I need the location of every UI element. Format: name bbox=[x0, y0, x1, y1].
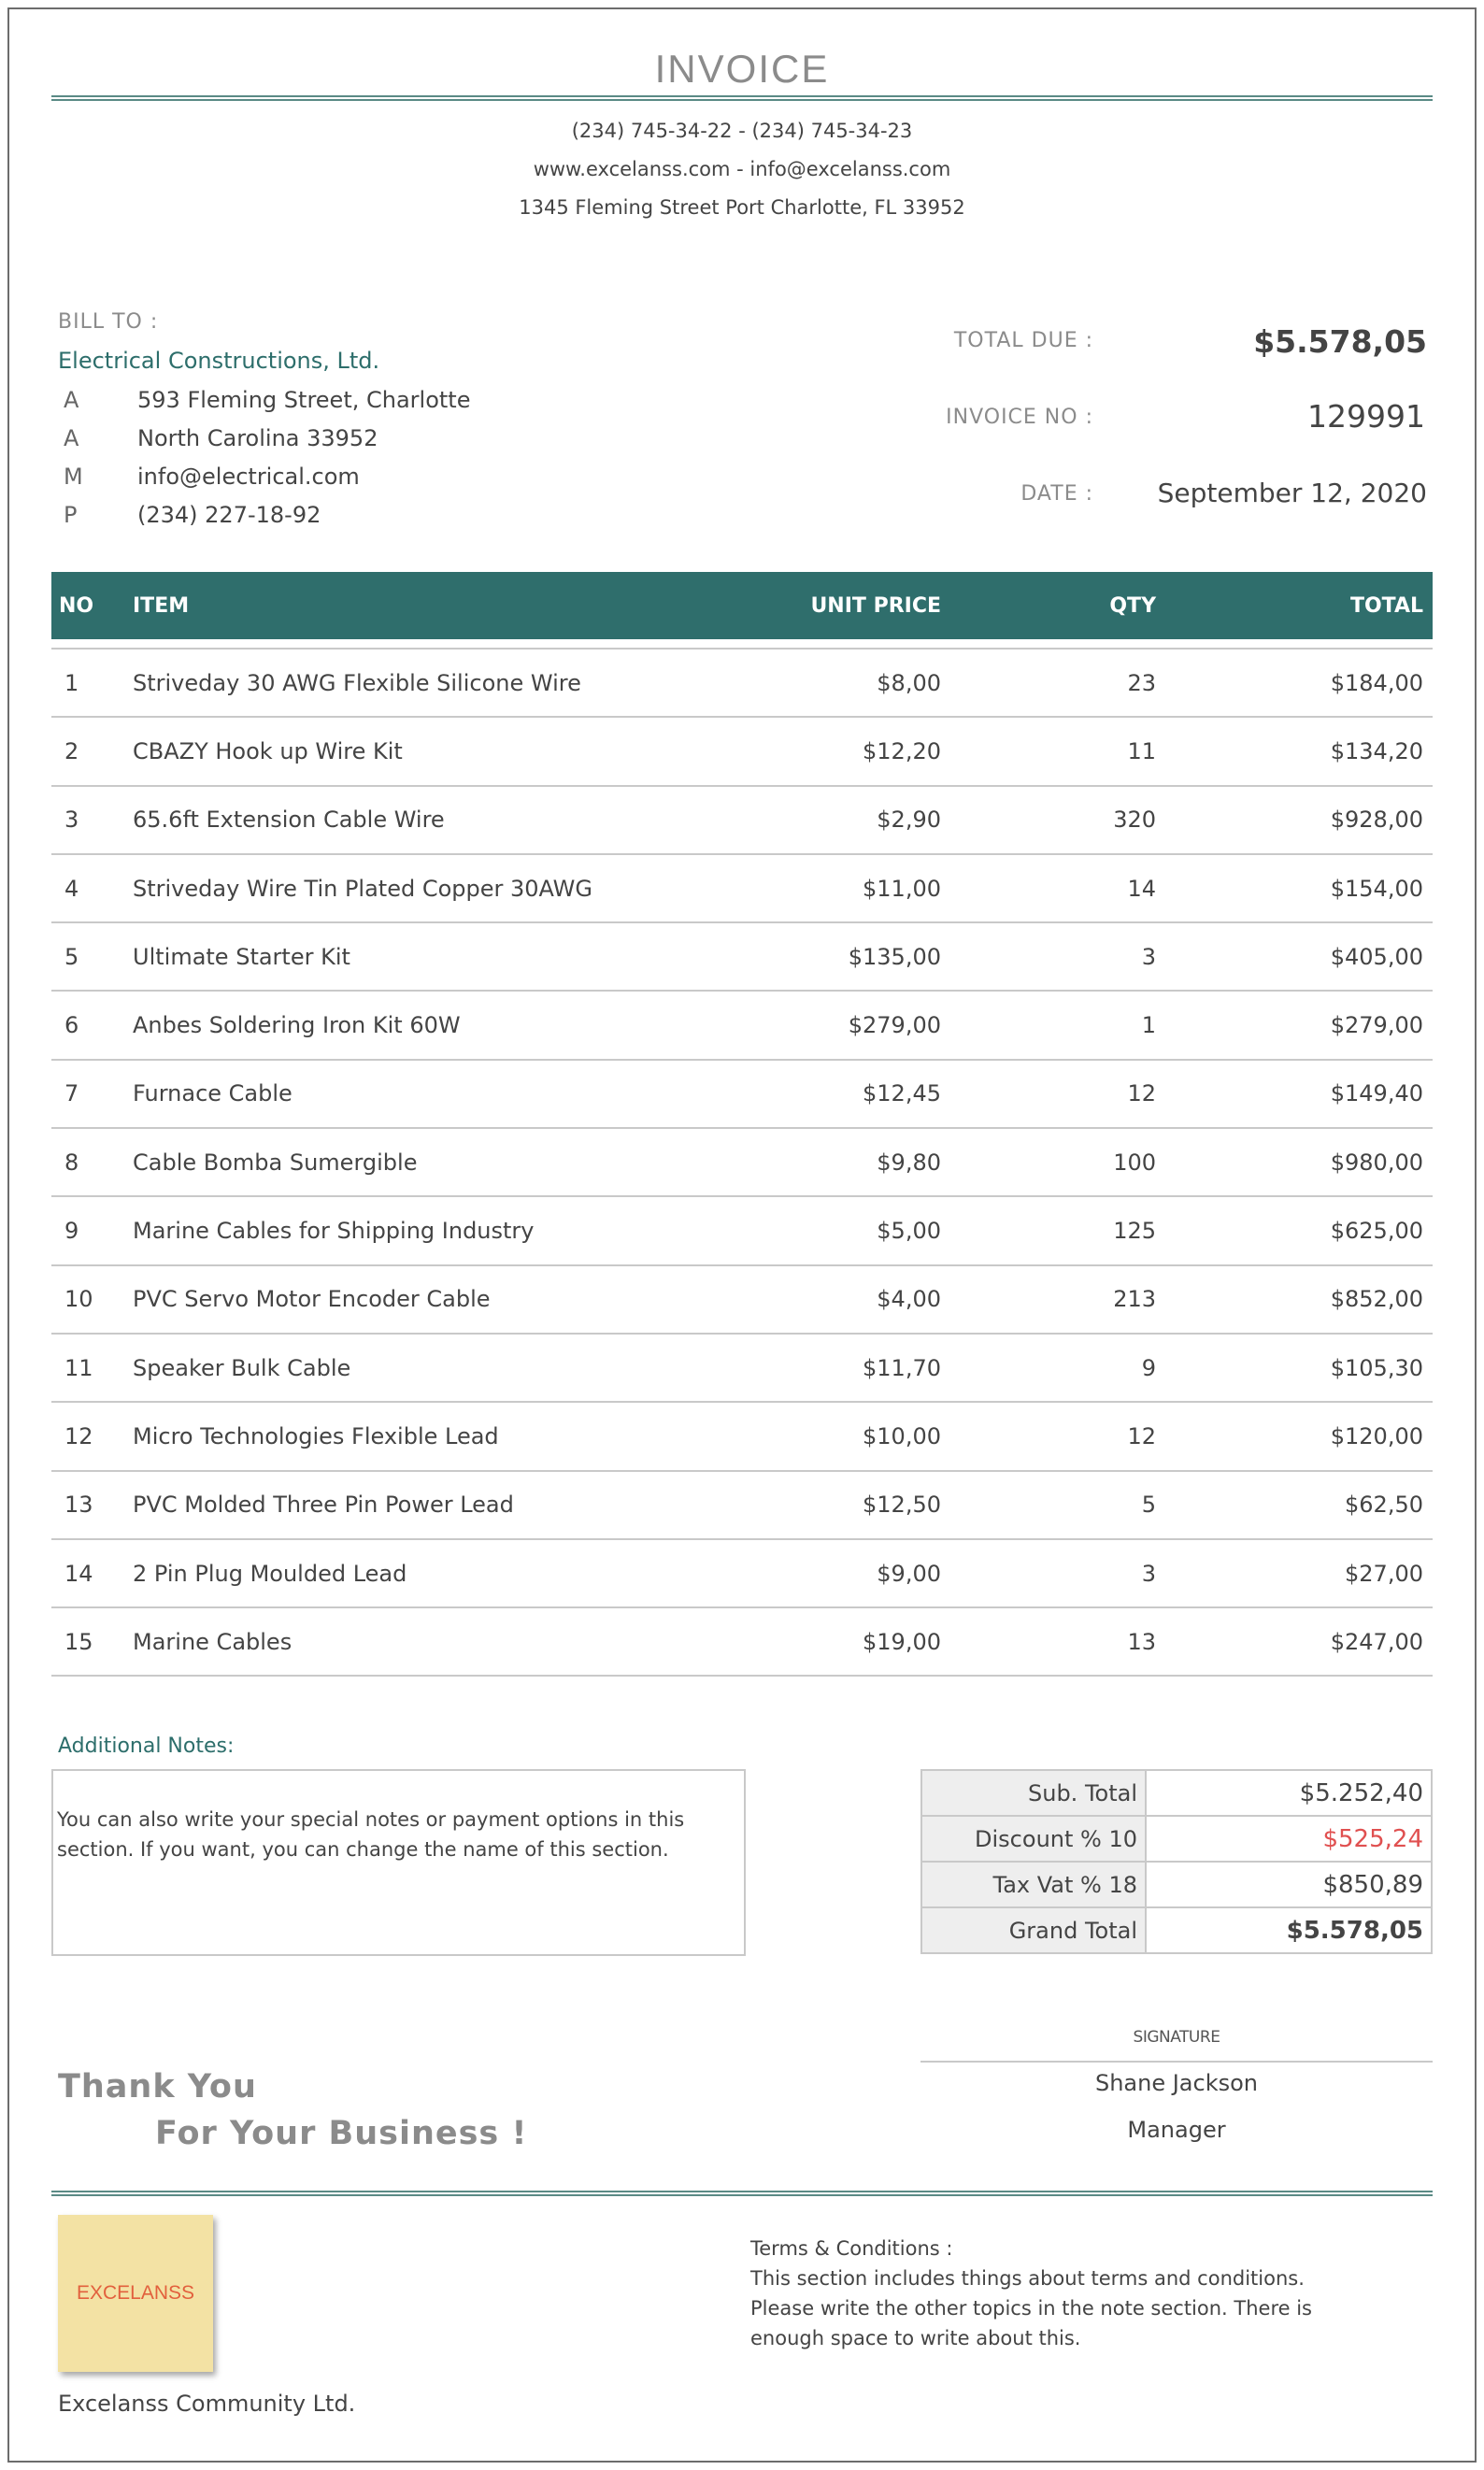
bill-to-row: A North Carolina 33952 bbox=[64, 425, 378, 451]
footer-divider bbox=[51, 2191, 1433, 2196]
notes-box: You can also write your special notes or payment options in this section. If you want, you can change the name of this section. bbox=[51, 1769, 746, 1956]
header-no: NO bbox=[59, 593, 94, 618]
table-header-row bbox=[51, 572, 1433, 639]
table-row: 11 Speaker Bulk Cable $11,70 9 $105,30 bbox=[51, 1334, 1433, 1402]
total-due-value: $5.578,05 bbox=[1253, 323, 1427, 360]
terms-line: enough space to write about this. bbox=[750, 2327, 1081, 2349]
items-table bbox=[51, 572, 1433, 1677]
header-total: TOTAL bbox=[1349, 593, 1423, 618]
summary-table bbox=[920, 1769, 1433, 1954]
table-row: 1 Striveday 30 AWG Flexible Silicone Wire $8,00 23 $184,00 bbox=[51, 649, 1433, 717]
date-value: September 12, 2020 bbox=[1157, 478, 1427, 508]
invoice-title: INVOICE bbox=[654, 47, 830, 91]
table-row: 7 Furnace Cable $12,45 12 $149,40 bbox=[51, 1060, 1433, 1128]
date-label: DATE : bbox=[1020, 482, 1093, 506]
header-unit-price: UNIT PRICE bbox=[810, 593, 941, 618]
table-row: 2 CBAZY Hook up Wire Kit $12,20 11 $134,20 bbox=[51, 717, 1433, 785]
table-row: 3 65.6ft Extension Cable Wire $2,90 320 $928,00 bbox=[51, 786, 1433, 854]
table-spacer bbox=[51, 639, 1433, 649]
table-row: 5 Ultimate Starter Kit $135,00 3 $405,00 bbox=[51, 922, 1433, 991]
bill-to-name: Electrical Constructions, Ltd. bbox=[58, 348, 380, 374]
signature-line bbox=[920, 2061, 1433, 2063]
company-address: 1345 Fleming Street Port Charlotte, FL 33952 bbox=[519, 196, 965, 219]
thank-you-line-1: Thank You bbox=[58, 2068, 257, 2106]
table-row: 6 Anbes Soldering Iron Kit 60W $279,00 1 $279,00 bbox=[51, 991, 1433, 1059]
table-row: 10 PVC Servo Motor Encoder Cable $4,00 213 $852,00 bbox=[51, 1265, 1433, 1334]
summary-row-subtotal: Sub. Total $5.252,40 bbox=[921, 1770, 1432, 1816]
table-row: 13 PVC Molded Three Pin Power Lead $12,50 5 $62,50 bbox=[51, 1471, 1433, 1539]
bill-to-row: M info@electrical.com bbox=[64, 464, 360, 490]
company-web-email: www.excelanss.com - info@excelanss.com bbox=[533, 158, 951, 180]
summary-row-discount: Discount % 10 $525,24 bbox=[921, 1816, 1432, 1862]
terms-line: Please write the other topics in the note section. There is bbox=[750, 2297, 1312, 2320]
header-qty: QTY bbox=[1109, 593, 1156, 618]
summary-row-grand-total: Grand Total $5.578,05 bbox=[921, 1907, 1432, 1953]
bill-to-row: A 593 Fleming Street, Charlotte bbox=[64, 387, 471, 413]
bill-to-label: BILL TO : bbox=[58, 310, 159, 334]
company-phones: (234) 745-34-22 - (234) 745-34-23 bbox=[571, 120, 913, 142]
company-logo: EXCELANSS bbox=[58, 2215, 213, 2372]
terms-line: This section includes things about terms and conditions. bbox=[750, 2267, 1305, 2290]
signature-name: Shane Jackson bbox=[1094, 2070, 1259, 2096]
invoice-no-value: 129991 bbox=[1307, 398, 1425, 435]
table-row: 12 Micro Technologies Flexible Lead $10,00 12 $120,00 bbox=[51, 1402, 1433, 1470]
footer-company-name: Excelanss Community Ltd. bbox=[58, 2391, 356, 2417]
table-row: 14 2 Pin Plug Moulded Lead $9,00 3 $27,00 bbox=[51, 1539, 1433, 1607]
header-divider bbox=[51, 95, 1433, 101]
header-item: ITEM bbox=[133, 593, 190, 618]
summary-row-tax: Tax Vat % 18 $850,89 bbox=[921, 1862, 1432, 1907]
table-row: 15 Marine Cables $19,00 13 $247,00 bbox=[51, 1607, 1433, 1676]
thank-you-line-2: For Your Business ! bbox=[155, 2115, 528, 2152]
invoice-no-label: INVOICE NO : bbox=[946, 406, 1093, 429]
signature-role: Manager bbox=[1127, 2117, 1226, 2143]
table-row: 8 Cable Bomba Sumergible $9,80 100 $980,00 bbox=[51, 1128, 1433, 1196]
terms-label: Terms & Conditions : bbox=[750, 2237, 953, 2260]
table-row: 9 Marine Cables for Shipping Industry $5,00 125 $625,00 bbox=[51, 1196, 1433, 1264]
table-row: 4 Striveday Wire Tin Plated Copper 30AWG $11,00 14 $154,00 bbox=[51, 854, 1433, 922]
signature-label: SIGNATURE bbox=[1133, 2028, 1220, 2047]
bill-to-row: P (234) 227-18-92 bbox=[64, 502, 321, 528]
notes-label: Additional Notes: bbox=[58, 1735, 235, 1758]
total-due-label: TOTAL DUE : bbox=[953, 329, 1093, 352]
